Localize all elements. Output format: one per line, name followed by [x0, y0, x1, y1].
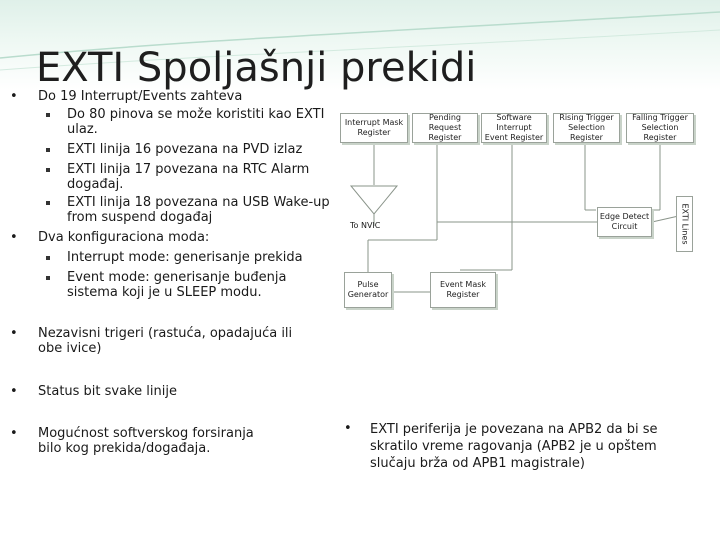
- apb2-note: EXTI periferija je povezana na APB2 da bi se skratilo vreme ragovanja (APB2 je u opštem slučaju brža od APB1 magistrale): [370, 422, 658, 471]
- bullet-dot: •: [10, 89, 18, 104]
- software-interrupt-event-register: Software Interrupt Event Register: [481, 113, 547, 143]
- bullet-dot: •: [10, 326, 18, 341]
- exti-lines-input: EXTI Lines: [676, 196, 693, 252]
- to-nvic-label: To NVIC: [350, 221, 381, 230]
- sub-bullet-4: EXTI linija 18 povezana na USB Wake-up from suspend događaj: [67, 195, 330, 225]
- mode-item-2: Event mode: generisanje buđenja sistema koji je u SLEEP modu.: [67, 270, 287, 300]
- edge-detect-circuit: Edge Detect Circuit: [597, 207, 652, 237]
- pulse-generator: Pulse Generator: [344, 272, 392, 308]
- pending-request-register: Pending Request Register: [412, 113, 478, 143]
- bullet-dot: •: [10, 230, 18, 245]
- extra-bullet-3: Mogućnost softverskog forsiranja bilo kog prekida/događaja.: [38, 426, 254, 456]
- falling-trigger-selection-register: Falling Trigger Selection Register: [626, 113, 694, 143]
- rising-trigger-selection-register: Rising Trigger Selection Register: [553, 113, 620, 143]
- extra-bullet-2: Status bit svake linije: [38, 384, 177, 399]
- mode-item-1: Interrupt mode: generisanje prekida: [67, 250, 303, 265]
- sub-bullet-2: EXTI linija 16 povezana na PVD izlaz: [67, 142, 303, 157]
- bullet-dot: •: [10, 426, 18, 441]
- bullet-dot: •: [344, 421, 352, 436]
- event-mask-register: Event Mask Register: [430, 272, 496, 308]
- sub-bullet-3: EXTI linija 17 povezana na RTC Alarm događaj.: [67, 162, 310, 192]
- bullet-dot: •: [10, 384, 18, 399]
- slide-title: EXTI Spoljašnji prekidi: [36, 45, 477, 91]
- main-bullet: Do 19 Interrupt/Events zahteva: [38, 89, 243, 104]
- modes-bullet: Dva konfiguraciona moda:: [38, 230, 210, 245]
- interrupt-mask-register: Interrupt Mask Register: [340, 113, 408, 143]
- extra-bullet-1: Nezavisni trigeri (rastuća, opadajuća ili obe ivice): [38, 326, 293, 356]
- sub-bullet-1: Do 80 pinova se može koristiti kao EXTI ulaz.: [67, 107, 325, 137]
